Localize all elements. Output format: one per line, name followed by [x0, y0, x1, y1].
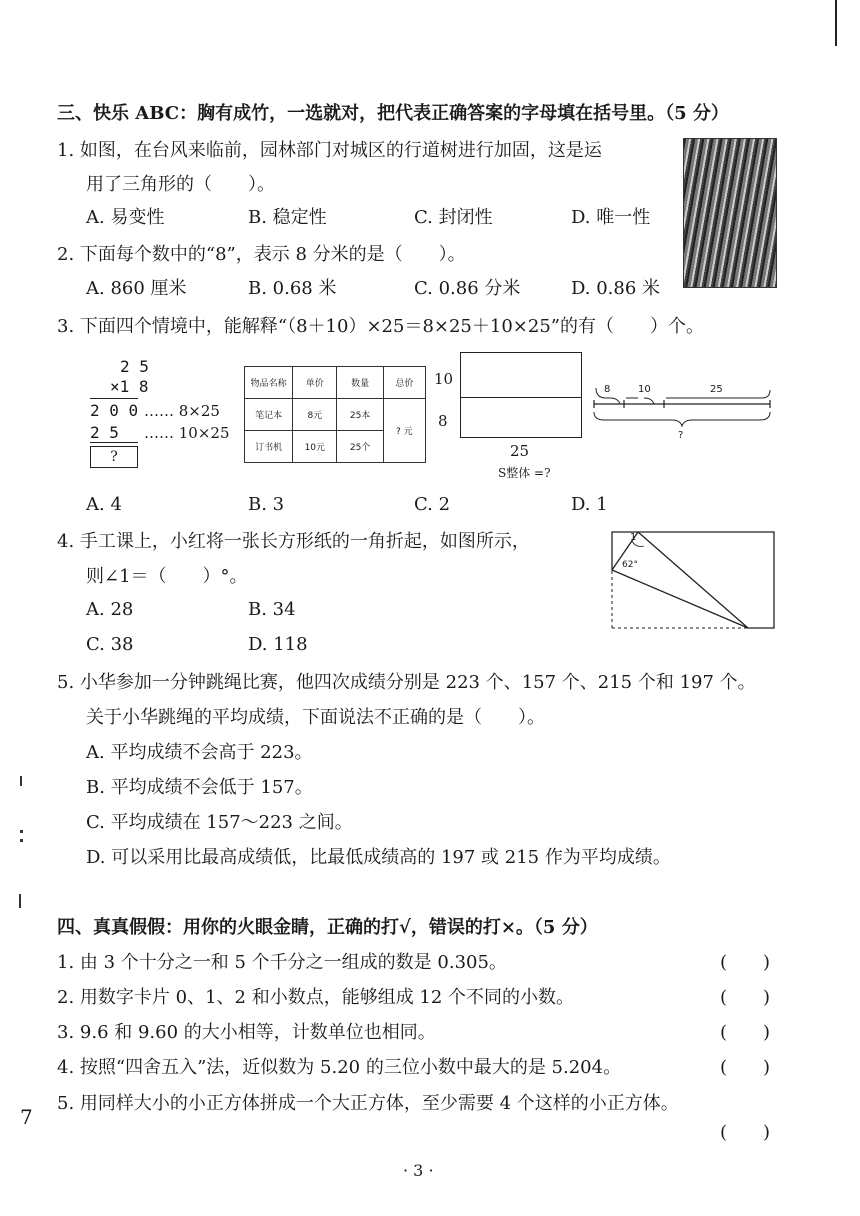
q5-line2: 关于小华跳绳的平均成绩，下面说法不正确的是（ ）。 [86, 707, 545, 728]
tf-item-3: 3. 9.6 和 9.60 的大小相等，计数单位也相同。 [57, 1022, 436, 1043]
q3-option-b: B. 3 [248, 494, 285, 515]
q3-figure-rectangle [432, 350, 582, 490]
tf-item-2: 2. 用数字卡片 0、1、2 和小数点，能够组成 12 个不同的小数。 [57, 987, 575, 1008]
rect-label-10: 10 [434, 370, 454, 388]
margin-tick [20, 776, 22, 786]
calc-row4: 2 5 [90, 423, 119, 442]
q2-line1: 2. 下面每个数中的“8”，表示 8 分米的是（ ）。 [57, 244, 466, 265]
q1-option-a: A. 易变性 [86, 207, 165, 228]
rect-label-25: 25 [510, 442, 530, 460]
table-cell: 10元 [293, 431, 337, 463]
margin-number: 7 [20, 1105, 33, 1129]
tf-item-1: 1. 由 3 个十分之一和 5 个千分之一组成的数是 0.305。 [57, 952, 507, 973]
calc-rule1 [90, 398, 138, 399]
rect-outline [460, 352, 582, 438]
q2-option-c: C. 0.86 分米 [414, 278, 521, 299]
calc-note4: …… 10×25 [144, 424, 230, 442]
q1-line2: 用了三角形的（ ）。 [86, 174, 275, 195]
q3-figure-multiplication [86, 354, 246, 472]
table-header-total: 总价 [383, 367, 425, 399]
tf-answer-paren-4[interactable]: ( ) [720, 1057, 771, 1078]
segments-svg [592, 380, 776, 450]
tf-answer-paren-1[interactable]: ( ) [720, 952, 771, 973]
table-header-quantity: 数量 [337, 367, 383, 399]
q1-option-d: D. 唯一性 [571, 207, 651, 228]
q4-option-d: D. 118 [248, 634, 308, 655]
q2-option-b: B. 0.68 米 [248, 278, 337, 299]
q5-line1: 5. 小华参加一分钟跳绳比赛，他四次成绩分别是 223 个、157 个、215 个和 197 个。 [57, 672, 756, 693]
q1-option-b: B. 稳定性 [248, 207, 327, 228]
section3-title: 三、快乐 ABC：胸有成竹，一选就对，把代表正确答案的字母填在括号里。（5 分） [57, 103, 729, 124]
folded-paper-svg [608, 528, 780, 634]
q4-line2: 则∠1＝（ ）°。 [86, 566, 248, 587]
q3-figure-segments [592, 380, 776, 450]
angle1-label: 1 [630, 532, 637, 543]
scan-edge-line [835, 0, 837, 46]
q4-line1: 4. 手工课上，小红将一张长方形纸的一角折起，如图所示， [57, 531, 530, 552]
table-header-price: 单价 [293, 367, 337, 399]
section4-title: 四、真真假假：用你的火眼金睛，正确的打√，错误的打×。（5 分） [57, 917, 598, 938]
tf-answer-paren-5[interactable]: ( ) [720, 1122, 771, 1143]
calc-rule2 [90, 442, 138, 443]
seg-label-25: 25 [710, 384, 723, 395]
table-cell: 8元 [293, 399, 337, 431]
q2-option-a: A. 860 厘米 [86, 278, 187, 299]
calc-row1: 2 5 [120, 357, 149, 376]
q3-option-a: A. 4 [86, 494, 122, 515]
table-total-cell: ? 元 [383, 399, 425, 463]
table-cell: 25本 [337, 399, 383, 431]
calc-row3: 2 0 0 [90, 401, 139, 420]
table-cell: 笔记本 [245, 399, 293, 431]
q2-option-d: D. 0.86 米 [571, 278, 661, 299]
q3-line1: 3. 下面四个情境中，能解释“（8＋10）×25＝8×25＋10×25”的有（ ）个。 [57, 316, 704, 337]
margin-tick [19, 894, 21, 908]
tf-item-4: 4. 按照“四舍五入”法，近似数为 5.20 的三位小数中最大的是 5.204。 [57, 1057, 622, 1078]
q5-option-d: D. 可以采用比最高成绩低，比最低成绩高的 197 或 215 作为平均成绩。 [86, 847, 671, 868]
table-cell: 订书机 [245, 431, 293, 463]
rect-label-8: 8 [438, 412, 448, 430]
table-header-item: 物品名称 [245, 367, 293, 399]
q3-option-d: D. 1 [571, 494, 608, 515]
calc-answer-box: ? [90, 446, 138, 468]
table-cell: 25个 [337, 431, 383, 463]
q1-line1: 1. 如图，在台风来临前，园林部门对城区的行道树进行加固，这是运 [57, 140, 602, 161]
seg-label-8: 8 [604, 384, 611, 395]
tf-answer-paren-2[interactable]: ( ) [720, 987, 771, 1008]
page-number: · 3 · [403, 1161, 434, 1180]
rect-area-label: S整体 =? [498, 466, 551, 480]
q5-option-c: C. 平均成绩在 157～223 之间。 [86, 812, 353, 833]
q5-option-a: A. 平均成绩不会高于 223。 [86, 742, 313, 763]
tf-answer-paren-3[interactable]: ( ) [720, 1022, 771, 1043]
calc-note3: …… 8×25 [144, 402, 220, 420]
margin-tick [20, 830, 23, 842]
q1-option-c: C. 封闭性 [414, 207, 493, 228]
rect-divider [461, 397, 581, 398]
calc-row2: ×1 8 [110, 377, 149, 396]
seg-label-question: ? [678, 430, 684, 441]
q3-price-table [244, 366, 426, 463]
tree-photo [683, 138, 777, 288]
angle62-label: 62° [622, 560, 638, 570]
tf-item-5: 5. 用同样大小的小正方体拼成一个大正方体，至少需要 4 个这样的小正方体。 [57, 1093, 679, 1114]
q4-option-a: A. 28 [86, 599, 134, 620]
q4-option-c: C. 38 [86, 634, 134, 655]
q3-option-c: C. 2 [414, 494, 451, 515]
q5-option-b: B. 平均成绩不会低于 157。 [86, 777, 313, 798]
q4-option-b: B. 34 [248, 599, 296, 620]
seg-label-10: 10 [638, 384, 651, 395]
q4-folded-paper-figure [608, 528, 780, 634]
